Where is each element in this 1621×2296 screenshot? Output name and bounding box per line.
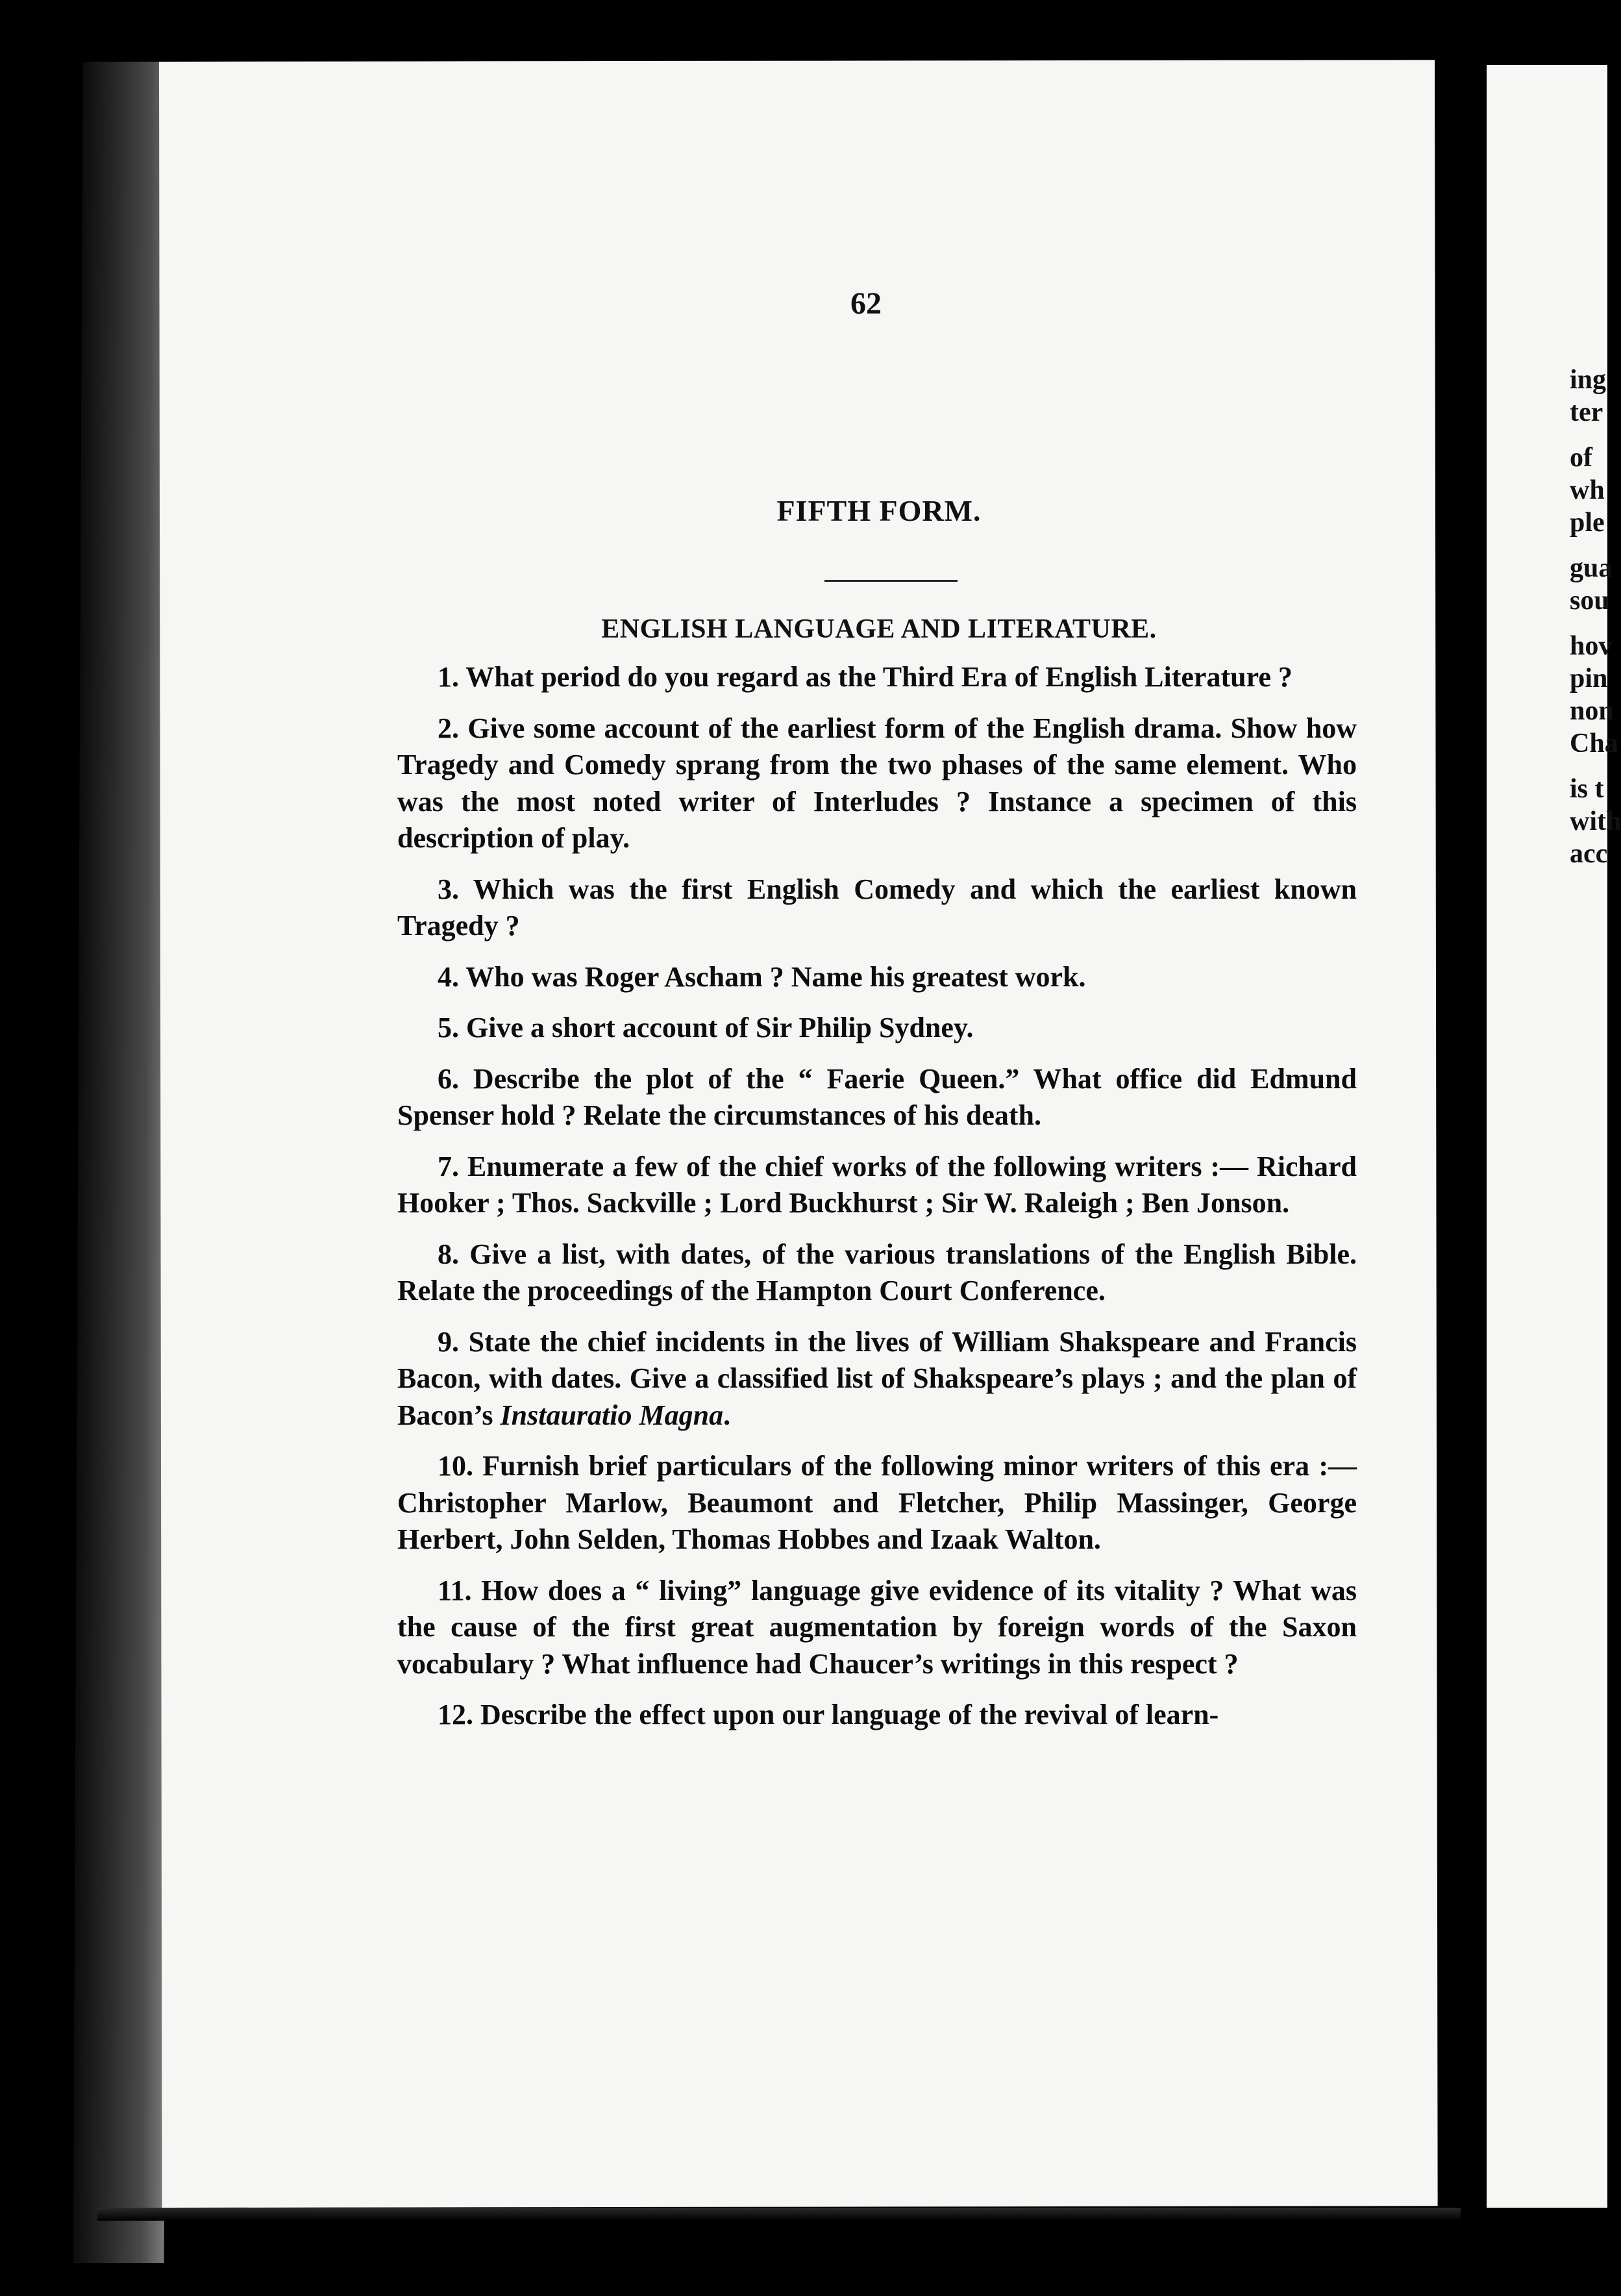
fragment-line: wh [1570,475,1605,505]
question-item: 10. Furnish brief particulars of the following minor writers of this era :—Christopher Marlow, Beaumont and Fletcher, Philip Massinger, George Herbert, John Selden, Thomas Hobbes and Izaak Walton. [397,1450,1357,1555]
fragment-line: hov [1570,631,1613,661]
fragment-line: non [1570,696,1614,726]
fragment-line: acc [1570,839,1608,869]
fragment-line: gua [1570,553,1613,583]
section-subheading: ENGLISH LANGUAGE AND LITERATURE. [601,614,1157,644]
fragment-line: ter [1570,397,1603,427]
question-item: 5. Give a short account of Sir Philip Sydney. [438,1012,974,1043]
question-item: 11. How does a “ living” language give evidence of its vitality ? What was the cause of the first great augmentation by foreign words of the Saxon vocabulary ? What influence had Chaucer’s writings in this respect ? [397,1574,1357,1680]
question-item: 2. Give some account of the earliest form of the English drama. Show how Tragedy and Comedy sprang from the two phases of the same element. Who was the most noted writer of Interludes ? Instance a specimen of this description of play. [397,712,1357,854]
heading-divider [824,580,958,582]
page-bottom-shadow [97,2208,1461,2221]
fragment-line: is t [1570,774,1604,804]
question-item: 6. Describe the plot of the “ Faerie Queen.” What office did Edmund Spenser hold ? Relate the circumstances of his death. [397,1062,1357,1131]
fragment-line: sou [1570,586,1609,616]
fragment-line: Cha [1570,729,1618,758]
fragment-line: pin [1570,664,1608,693]
question-item: 12. Describe the effect upon our language of the revival of learn- [438,1699,1219,1730]
fragment-line: of [1570,443,1592,473]
question-item-9 [397,1324,1357,1434]
question-item: 7. Enumerate a few of the chief works of the following writers :— Richard Hooker ; Thos. Sackville ; Lord Buckhurst ; Sir W. Raleigh ; Ben Jonson. [397,1150,1357,1219]
question-item: 8. Give a list, with dates, of the various translations of the English Bible. Relate the proceedings of the Hampton Court Conference. [397,1238,1357,1306]
question-list [397,659,1357,1748]
fragment-line: with [1570,806,1621,836]
section-heading: FIFTH FORM. [776,494,982,527]
fragment-line: ing [1570,365,1607,395]
question-item: 1. What period do you regard as the Third Era of English Literature ? [438,661,1293,693]
question-item: 4. Who was Roger Ascham ? Name his greatest work. [438,960,1086,993]
adjacent-page-text [1570,364,1621,870]
question-text: 9. State the chief incidents in the lives of William Shakspeare and Francis Bacon, with dates. Give a classified list of Shakspeare’s plays ; and the plan of Bacon’s [397,1325,1357,1431]
work-title: Instauratio Magna [500,1399,724,1431]
question-item: 3. Which was the first English Comedy and which the earliest known Tragedy ? [397,873,1357,942]
fragment-line: ple [1570,508,1605,538]
question-text-end: . [723,1399,731,1431]
book-spine-edge [73,62,174,2263]
page-number: 62 [850,286,882,321]
